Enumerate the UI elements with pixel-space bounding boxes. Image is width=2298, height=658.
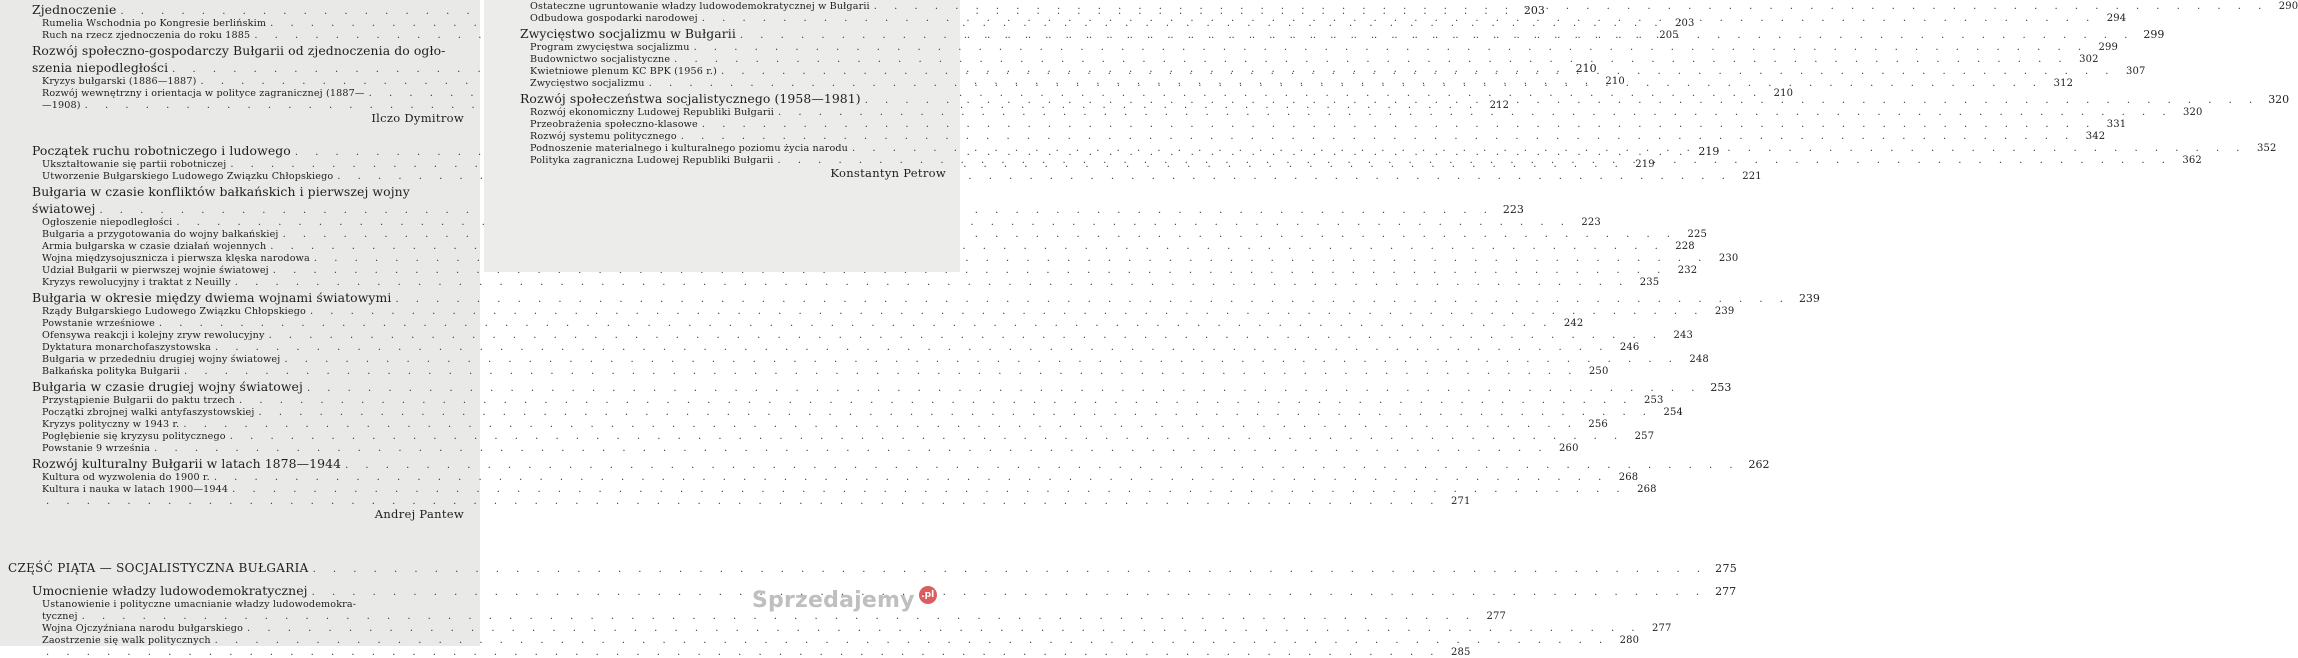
- page-number: 362: [2182, 155, 2202, 166]
- dot-leader: [215, 342, 1609, 353]
- toc-subsection: [496, 118, 2127, 130]
- toc-title: tycznej: [42, 611, 78, 622]
- dot-leader: [310, 306, 1704, 317]
- page-number: 239: [1798, 292, 1820, 305]
- page-number: 243: [1673, 330, 1694, 341]
- dot-leader: [259, 407, 1653, 418]
- toc-title: Rządy Bułgarskiego Ludowego Związku Chłopskiego: [42, 306, 306, 317]
- toc-subsection: [496, 41, 2119, 53]
- page-number: 260: [1559, 443, 1579, 454]
- toc-title: Kryzys bułgarski (1886—1887): [42, 76, 197, 87]
- toc-title: Rozwój wewnętrzny i orientacja w polityce zagranicznej (1887—: [42, 88, 365, 99]
- dot-leader: [215, 635, 1609, 646]
- toc-subsection: [8, 329, 1694, 341]
- toc-title: Bułgaria w okresie między dwiema wojnami światowymi: [32, 290, 392, 305]
- page-number: 210: [1773, 88, 1794, 99]
- toc-subsection: [8, 442, 1579, 454]
- toc-title: Kultura od wyzwolenia do 1900 r.: [42, 472, 210, 483]
- page-number: 223: [1581, 217, 1601, 228]
- page-number: 262: [1748, 458, 1770, 471]
- page-number: 230: [1718, 253, 1739, 264]
- page-number: 268: [1637, 484, 1657, 495]
- page-number: 210: [1575, 62, 1597, 75]
- watermark: [752, 588, 937, 613]
- toc-subsection: [8, 216, 1601, 228]
- dot-leader: [284, 354, 1678, 365]
- page-number: 352: [2256, 143, 2277, 154]
- page-number: 268: [1618, 472, 1639, 483]
- toc-subsection: [8, 305, 1735, 317]
- toc-subsection: [496, 130, 2106, 142]
- toc-title: Ofensywa reakcji i kolejny zryw rewolucyjny: [42, 330, 265, 341]
- toc-title: Początki zbrojnej walki antyfaszystowskiej: [42, 407, 255, 418]
- toc-subsection: [8, 394, 1664, 406]
- dot-leader: [740, 30, 2134, 41]
- page-number: 302: [2079, 54, 2099, 65]
- toc-title: Zjednoczenie: [32, 2, 117, 17]
- toc-title: Budownictwo socjalistyczne: [530, 54, 671, 65]
- dot-leader: [865, 95, 2259, 106]
- page-number: 253: [1643, 395, 1664, 406]
- toc-title: Ostateczne ugruntowanie władzy ludowodemokratycznej w Bułgarii: [530, 1, 870, 12]
- page-number: 203: [1675, 18, 1695, 29]
- toc-subsection: [8, 276, 1660, 288]
- page-number: 235: [1639, 277, 1660, 288]
- spacer: [8, 127, 470, 141]
- dot-leader: [702, 13, 2096, 24]
- toc-title: Wojna Ojczyźniana narodu bułgarskiego: [42, 623, 244, 634]
- toc-title: Rozwój społeczno-gospodarczy Bułgarii od zjednoczenia do ogło-: [32, 43, 446, 58]
- page-number: 299: [2098, 42, 2119, 53]
- toc-title: Rozwój systemu politycznego: [530, 131, 677, 142]
- dot-leader: [269, 330, 1663, 341]
- dot-leader: [270, 241, 1664, 252]
- dot-leader: [235, 277, 1629, 288]
- page-number: 312: [2053, 78, 2074, 89]
- toc-subsection: [8, 341, 1640, 353]
- dot-leader: [778, 107, 2172, 118]
- toc-title: Bułgaria a przygotowania do wojny bałkańskiej: [42, 229, 279, 240]
- toc-title: Umocnienie władzy ludowodemokratycznej: [32, 583, 308, 598]
- dot-leader: [777, 155, 2171, 166]
- toc-title: Zwycięstwo socjalizmu: [530, 78, 645, 89]
- toc-subsection: [8, 99, 1510, 111]
- page-number: 221: [1742, 171, 1762, 182]
- author-name: Andrej Pantew: [374, 507, 464, 521]
- toc-title: Kwietniowe plenum KC BPK (1956 r.): [530, 66, 717, 77]
- dot-leader: [307, 383, 1701, 394]
- toc-title: Ogłoszenie niepodległości: [42, 217, 173, 228]
- page-number: 250: [1588, 366, 1609, 377]
- toc-chapter: [8, 182, 470, 199]
- toc-subsection: [8, 483, 1657, 495]
- toc-subsection: [8, 495, 1471, 507]
- page-number: 277: [1651, 623, 1672, 634]
- page-number: 246: [1619, 342, 1640, 353]
- watermark-badge: .pl: [919, 586, 937, 604]
- page-number: 219: [1635, 159, 1655, 170]
- toc-title: Kryzys polityczny w 1943 r.: [42, 419, 180, 430]
- page-number: 256: [1588, 419, 1608, 430]
- toc-subsection: [8, 598, 470, 610]
- page-number: 212: [1489, 100, 1510, 111]
- page-number: 242: [1563, 318, 1584, 329]
- page-number: 228: [1675, 241, 1695, 252]
- page-number: 277: [1486, 611, 1507, 622]
- dot-leader: [232, 484, 1626, 495]
- dot-leader: [183, 419, 1577, 430]
- toc-chapter: [8, 41, 470, 58]
- dot-leader: [721, 66, 2115, 77]
- page-number: 257: [1634, 431, 1655, 442]
- dot-leader: [702, 119, 2096, 130]
- toc-subsection: [8, 353, 1709, 365]
- toc-title: Bułgaria w czasie drugiej wojny światowej: [32, 379, 303, 394]
- toc-title: Wojna międzysojusznicza i pierwsza klęska narodowa: [42, 253, 310, 264]
- toc-subsection: [8, 430, 1655, 442]
- dot-leader: [46, 496, 1440, 507]
- dot-leader: [649, 78, 2043, 89]
- page-number: 239: [1714, 306, 1735, 317]
- page-number: 277: [1715, 585, 1737, 598]
- toc-subsection: [8, 610, 1507, 622]
- toc-title: Przeobrażenia społeczno-klasowe: [530, 119, 698, 130]
- toc-title: Rozwój ekonomiczny Ludowej Republiki Bułgarii: [530, 107, 775, 118]
- toc-title: światowej: [32, 201, 96, 216]
- toc-title: Dyktatura monarchofaszystowska: [42, 342, 211, 353]
- page-number: 210: [1605, 76, 1625, 87]
- page-number: 253: [1710, 381, 1732, 394]
- page-number: 225: [1687, 229, 1708, 240]
- page-number: 285: [1450, 647, 1471, 658]
- toc-title: —1908): [42, 100, 81, 111]
- toc-subsection: [8, 622, 1672, 634]
- dot-leader: [852, 143, 2246, 154]
- toc-subsection: [8, 471, 1639, 483]
- toc-title: Program zwycięstwa socjalizmu: [530, 42, 690, 53]
- spacer: [8, 523, 470, 557]
- toc-subsection: [8, 634, 1640, 646]
- toc-subsection: [8, 264, 1698, 276]
- page-number: 271: [1450, 496, 1471, 507]
- dot-leader: [214, 472, 1608, 483]
- toc-title: Kultura i nauka w latach 1900—1944: [42, 484, 229, 495]
- page-number: 299: [2143, 28, 2165, 41]
- watermark-logo: Sprzedajemy: [752, 588, 915, 613]
- toc-subsection: [8, 418, 1608, 430]
- toc-title: Bałkańska polityka Bułgarii: [42, 366, 180, 377]
- toc-title: Powstanie 9 września: [42, 443, 151, 454]
- page-number: 320: [2268, 93, 2290, 106]
- toc-title: Kryzys rewolucyjny i traktat z Neuilly: [42, 277, 231, 288]
- toc-title: Rozwój kulturalny Bułgarii w latach 1878—1944: [32, 456, 342, 471]
- toc-subsection: [8, 646, 1471, 658]
- toc-subsection: [8, 406, 1683, 418]
- toc-title: Armia bułgarska w czasie działań wojennych: [42, 241, 267, 252]
- toc-title: Przystąpienie Bułgarii do paktu trzech: [42, 395, 235, 406]
- toc-title: szenia niepodległości: [32, 60, 169, 75]
- dot-leader: [230, 431, 1624, 442]
- author-name: Ilczo Dymitrow: [371, 111, 464, 125]
- toc-title: Powstanie wrześniowe: [42, 318, 155, 329]
- toc-title: Pogłębienie się kryzysu politycznego: [42, 431, 226, 442]
- toc-chapter: [8, 288, 1820, 305]
- dot-leader: [239, 395, 1633, 406]
- page-number: 280: [1619, 635, 1640, 646]
- toc-title: Ustanowienie i polityczne umacnianie władzy ludowodemokra-: [42, 599, 357, 610]
- dot-leader: [312, 587, 1706, 598]
- toc-title: CZĘŚĆ PIĄTA — SOCJALISTYCZNA BUŁGARIA: [8, 561, 309, 575]
- toc-chapter: [8, 377, 1732, 394]
- dot-leader: [159, 318, 1553, 329]
- toc-chapter: [8, 454, 1770, 471]
- dot-leader: [345, 460, 1739, 471]
- page-number: 275: [1715, 562, 1738, 575]
- page-number: 203: [1523, 4, 1545, 17]
- page-number: 331: [2106, 119, 2127, 130]
- dot-leader: [681, 131, 2075, 142]
- toc-title: Polityka zagraniczna Ludowej Republiki Bułgarii: [530, 155, 774, 166]
- page-number: 248: [1689, 354, 1709, 365]
- author-name: Konstantyn Petrow: [830, 166, 946, 180]
- dot-leader: [874, 1, 2268, 12]
- dot-leader: [247, 623, 1641, 634]
- toc-subsection: [8, 365, 1609, 377]
- toc-title: Bułgaria w przededniu drugiej wojny światowej: [42, 354, 281, 365]
- toc-title: Odbudowa gospodarki narodowej: [530, 13, 698, 24]
- page-number: 290: [2278, 1, 2298, 12]
- toc-subsection: [8, 228, 1708, 240]
- toc-title: Zaostrzenie się walk politycznych: [42, 635, 211, 646]
- toc-title: Zwycięstwo socjalizmu w Bułgarii: [520, 26, 736, 41]
- page-number: 320: [2182, 107, 2203, 118]
- dot-leader: [313, 564, 1707, 575]
- dot-leader: [674, 54, 2068, 65]
- dot-leader: [184, 366, 1578, 377]
- toc-subsection: [496, 53, 2099, 65]
- toc-title: Ukształtowanie się partii robotniczej: [42, 159, 227, 170]
- toc-title: Rumelia Wschodnia po Kongresie berlińskim: [42, 18, 267, 29]
- toc-title: Udział Bułgarii w pierwszej wojnie światowej: [42, 265, 269, 276]
- toc-title: Utworzenie Bułgarskiego Ludowego Związku Chłopskiego: [42, 171, 334, 182]
- toc-title: Ruch na rzecz zjednoczenia do roku 1885: [42, 30, 251, 41]
- dot-leader: [694, 42, 2088, 53]
- toc-title: Początek ruchu robotniczego i ludowego: [32, 143, 291, 158]
- dot-leader: [395, 294, 1789, 305]
- page-number: 294: [2106, 13, 2127, 24]
- dot-leader: [46, 647, 1440, 658]
- page-number: 219: [1698, 145, 1720, 158]
- toc-title: Bułgaria w czasie konfliktów bałkańskich i pierwszej wojny: [32, 184, 410, 199]
- page-number: 307: [2125, 66, 2146, 77]
- page-number: 254: [1663, 407, 1683, 418]
- toc-subsection: [8, 240, 1695, 252]
- dot-leader: [154, 443, 1548, 454]
- page-number: 342: [2085, 131, 2106, 142]
- toc-title: Podnoszenie materialnego i kulturalnego poziomu życia narodu: [530, 143, 848, 154]
- toc-subsection: [8, 252, 1739, 264]
- page-number: 205: [1659, 30, 1679, 41]
- toc-part-heading: [8, 557, 1738, 575]
- toc-title: Rozwój społeczeństwa socjalistycznego (1958—1981): [520, 91, 861, 106]
- page-number: 232: [1677, 265, 1698, 276]
- toc-subsection: [8, 317, 1584, 329]
- toc-subsection: [496, 106, 2203, 118]
- toc-chapter: [8, 199, 1524, 216]
- page-number: 223: [1502, 203, 1524, 216]
- dot-leader: [273, 265, 1667, 276]
